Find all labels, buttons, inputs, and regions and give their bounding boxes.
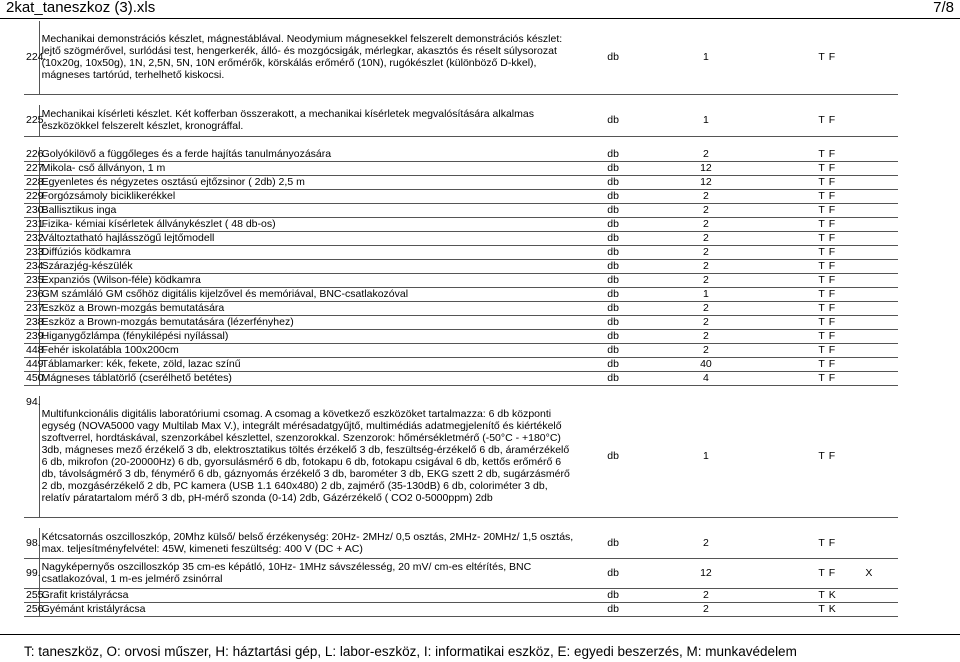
item-quantity: 2 — [648, 217, 765, 231]
table-row — [24, 21, 898, 94]
table-row — [24, 189, 898, 203]
item-category-3 — [863, 189, 898, 203]
item-category-2: F — [827, 396, 864, 518]
spacer-cell — [863, 385, 898, 396]
item-category-2: F — [827, 315, 864, 329]
item-unit: db — [579, 161, 648, 175]
item-number: 225. — [24, 105, 39, 137]
item-category-1: T — [764, 588, 827, 602]
item-category-3 — [863, 203, 898, 217]
item-number: 239. — [26, 330, 47, 342]
item-quantity: 2 — [648, 329, 765, 343]
item-number: 236. — [26, 288, 47, 300]
item-category-1: T — [764, 203, 827, 217]
spacer-cell — [648, 518, 765, 529]
legend-rule — [0, 634, 960, 635]
item-description: Mechanikai kísérleti készlet. Két kofferban összerakott, a mechanikai kísérletek megvalósítására alkalmas eszközökkel felszerelt készlet, kronográffal. — [39, 105, 579, 137]
item-unit: db — [579, 217, 648, 231]
item-unit: db — [579, 287, 648, 301]
page-number: 7/8 — [933, 0, 954, 16]
item-category-3 — [863, 259, 898, 273]
item-category-2: F — [827, 189, 864, 203]
item-unit: db — [579, 301, 648, 315]
item-description: Kétcsatornás oszcilloszkóp, 20Mhz külső/ belső érzékenység: 20Hz- 2MHz/ 0,5 osztás, 2MHz- 20MHz/ 1,5 osztás, max. teljesítményfelvétel: 45W, kimeneti feszültség: 400 V (DC + AC) — [39, 528, 579, 558]
spacer-cell — [579, 518, 648, 529]
spacer-cell — [579, 137, 648, 148]
item-number: 229. — [26, 190, 47, 202]
item-description: Szárazjég-készülék — [39, 259, 579, 273]
item-description: Egyenletes és négyzetes osztású ejtőzsinor ( 2db) 2,5 m — [39, 175, 579, 189]
item-category-1: T — [764, 259, 827, 273]
row-spacer — [24, 518, 898, 529]
item-category-3 — [863, 528, 898, 558]
item-number: 237. — [26, 302, 47, 314]
item-quantity: 12 — [648, 175, 765, 189]
item-category-1: T — [764, 175, 827, 189]
spacer-cell — [24, 137, 39, 148]
item-category-3 — [863, 147, 898, 161]
item-category-3 — [863, 301, 898, 315]
spacer-cell — [863, 94, 898, 105]
item-category-3 — [863, 315, 898, 329]
table-row — [24, 273, 898, 287]
item-category-3 — [863, 21, 898, 94]
item-quantity: 2 — [648, 273, 765, 287]
item-description: Golyókilövő a függőleges és a ferde hajítás tanulmányozására — [39, 147, 579, 161]
inventory-rows — [24, 21, 898, 616]
item-category-2: F — [827, 245, 864, 259]
item-category-1: T — [764, 558, 827, 588]
item-category-1: T — [764, 105, 827, 137]
item-number: 448. — [26, 344, 47, 356]
legend: T: taneszköz, O: orvosi műszer, H: háztartási gép, L: labor-eszköz, I: informatikai eszköz, E: egyedi beszerzés, M: munkavédelem — [24, 644, 797, 659]
item-number: 255. — [26, 589, 47, 601]
item-quantity: 1 — [648, 21, 765, 94]
item-category-1: T — [764, 396, 827, 518]
item-category-1: T — [764, 287, 827, 301]
item-category-3 — [863, 161, 898, 175]
item-number: 224. — [24, 21, 39, 94]
item-category-3 — [863, 217, 898, 231]
table-row — [24, 203, 898, 217]
item-category-3 — [863, 371, 898, 385]
table-row — [24, 329, 898, 343]
item-category-2: K — [827, 602, 864, 616]
item-category-2: F — [827, 147, 864, 161]
spacer-cell — [764, 94, 827, 105]
table-row — [24, 588, 898, 602]
item-description: Mikola- cső állványon, 1 m — [39, 161, 579, 175]
item-description: Forgózsámoly biciklikerékkel — [39, 189, 579, 203]
item-unit: db — [579, 175, 648, 189]
table-row — [24, 357, 898, 371]
spacer-cell — [827, 94, 864, 105]
item-quantity: 2 — [648, 343, 765, 357]
spacer-cell — [827, 518, 864, 529]
item-category-3 — [863, 329, 898, 343]
item-quantity: 2 — [648, 203, 765, 217]
item-category-1: T — [764, 329, 827, 343]
item-description: Eszköz a Brown-mozgás bemutatására (lézerfényhez) — [39, 315, 579, 329]
item-quantity: 2 — [648, 528, 765, 558]
table-row — [24, 343, 898, 357]
item-quantity: 1 — [648, 105, 765, 137]
spacer-cell — [24, 94, 39, 105]
item-category-2: F — [827, 217, 864, 231]
table-row — [24, 217, 898, 231]
item-unit: db — [579, 588, 648, 602]
item-category-2: F — [827, 528, 864, 558]
item-unit: db — [579, 21, 648, 94]
item-category-2: F — [827, 343, 864, 357]
item-category-2: F — [827, 301, 864, 315]
item-category-2: F — [827, 357, 864, 371]
item-category-3 — [863, 343, 898, 357]
item-quantity: 4 — [648, 371, 765, 385]
item-category-2: K — [827, 588, 864, 602]
item-category-1: T — [764, 343, 827, 357]
document-title: 2kat_taneszkoz (3).xls — [6, 0, 156, 16]
item-description: Fizika- kémiai kísérletek állványkészlet ( 48 db-os) — [39, 217, 579, 231]
item-category-3 — [863, 396, 898, 518]
item-quantity: 12 — [648, 558, 765, 588]
table-row — [24, 528, 898, 558]
item-quantity: 12 — [648, 161, 765, 175]
item-quantity: 1 — [648, 287, 765, 301]
item-description: Eszköz a Brown-mozgás bemutatására — [39, 301, 579, 315]
table-row — [24, 287, 898, 301]
item-unit: db — [579, 259, 648, 273]
spacer-cell — [648, 137, 765, 148]
item-unit: db — [579, 203, 648, 217]
item-quantity: 2 — [648, 189, 765, 203]
table-row — [24, 558, 898, 588]
table-row — [24, 147, 898, 161]
item-description: Expanziós (Wilson-féle) ködkamra — [39, 273, 579, 287]
item-category-1: T — [764, 602, 827, 616]
item-quantity: 2 — [648, 602, 765, 616]
item-unit: db — [579, 558, 648, 588]
item-unit: db — [579, 602, 648, 616]
table-row — [24, 301, 898, 315]
item-unit: db — [579, 371, 648, 385]
spacer-cell — [827, 385, 864, 396]
spacer-cell — [764, 518, 827, 529]
item-number: 94. — [24, 396, 39, 518]
item-quantity: 1 — [648, 396, 765, 518]
item-category-2: F — [827, 203, 864, 217]
item-category-1: T — [764, 371, 827, 385]
item-number: 232. — [26, 232, 47, 244]
item-category-3 — [863, 245, 898, 259]
item-number: 450. — [26, 372, 47, 384]
item-unit: db — [579, 528, 648, 558]
item-category-1: T — [764, 161, 827, 175]
table-row — [24, 175, 898, 189]
item-category-3 — [863, 357, 898, 371]
item-number: 234. — [26, 260, 47, 272]
item-quantity: 2 — [648, 231, 765, 245]
spacer-cell — [827, 137, 864, 148]
item-category-1: T — [764, 245, 827, 259]
item-unit: db — [579, 315, 648, 329]
item-quantity: 40 — [648, 357, 765, 371]
item-number: 98. — [24, 528, 39, 558]
table-row — [24, 231, 898, 245]
item-unit: db — [579, 105, 648, 137]
spacer-cell — [764, 137, 827, 148]
item-category-2: F — [827, 273, 864, 287]
item-number: 235. — [26, 274, 47, 286]
spacer-cell — [39, 137, 579, 148]
item-description: Diffúziós ködkamra — [39, 245, 579, 259]
item-category-3 — [863, 105, 898, 137]
header-rule — [0, 18, 960, 19]
spacer-cell — [648, 385, 765, 396]
item-number: 238. — [26, 316, 47, 328]
item-unit: db — [579, 231, 648, 245]
item-unit: db — [579, 329, 648, 343]
item-unit: db — [579, 189, 648, 203]
row-spacer — [24, 94, 898, 105]
item-description: Multifunkcionális digitális laboratóriumi csomag. A csomag a következő eszközöket tartalmazza: 6 db központi egység (NOVA5000 vagy Multilab Max V.), integrált mérésadatgyűjtő, multimédiás adatmegjelenítő és kiértékelő szoftverrel, hordtáskával, szenzorkábel készlettel, szenzorokkal. Szenzorok: hőmérsékletmérő (-50°C - +180°C) 3db, mágneses mező érzékelő 3 db, elektrosztatikus töltés érzékelő 3 db, feszültség-érzékelő 6 db, áramérzékelő 6 db, mikrofon (20-20000Hz) 6 db, gyorsulásmérő 6 db, fotokapu 6 db, fotokapu csigával 6 db, kettős erőmérő 6 db, távolságmérő 3 db, fénymérő 6 db, gáznyomás érzékelő 3 db, barométer 3 db, EKG szett 2 db, sugárzásmérő 2 db, mozgásérzékelő 2 db, PC kamera (USB 1.1 640x480) 2 db, zajmérő (35-130dB) 6 db, coloriméter 3 db, relatív páratartalom mérő 3 db, pH-mérő szonda (0-14) 2db, Gázérzékelő ( CO2 0-5000ppm) 2db — [39, 396, 579, 518]
item-number: 449. — [26, 358, 47, 370]
spacer-cell — [648, 94, 765, 105]
item-quantity: 2 — [648, 301, 765, 315]
table-row — [24, 245, 898, 259]
item-category-3: X — [863, 558, 898, 588]
spacer-cell — [39, 518, 579, 529]
item-description: GM számláló GM csőhöz digitális kijelzővel és memóriával, BNC-csatlakozóval — [39, 287, 579, 301]
row-spacer — [24, 385, 898, 396]
spacer-cell — [863, 137, 898, 148]
item-category-1: T — [764, 189, 827, 203]
row-spacer — [24, 137, 898, 148]
item-number: 256. — [26, 603, 47, 615]
item-unit: db — [579, 147, 648, 161]
item-category-1: T — [764, 147, 827, 161]
item-category-2: F — [827, 161, 864, 175]
item-category-3 — [863, 175, 898, 189]
table-row — [24, 259, 898, 273]
table-row — [24, 602, 898, 616]
spacer-cell — [579, 94, 648, 105]
item-category-3 — [863, 287, 898, 301]
item-category-1: T — [764, 273, 827, 287]
item-category-3 — [863, 588, 898, 602]
spacer-cell — [24, 385, 39, 396]
item-quantity: 2 — [648, 245, 765, 259]
item-number: 230. — [26, 204, 47, 216]
item-number: 228. — [26, 176, 47, 188]
table-row — [24, 105, 898, 137]
spacer-cell — [863, 518, 898, 529]
item-description: Gyémánt kristályrácsa — [39, 602, 579, 616]
spacer-cell — [39, 94, 579, 105]
item-category-2: F — [827, 558, 864, 588]
spacer-cell — [24, 518, 39, 529]
table-row — [24, 371, 898, 385]
item-number: 99. — [24, 558, 39, 588]
item-category-2: F — [827, 287, 864, 301]
table-row — [24, 161, 898, 175]
item-description: Nagyképernyős oszcilloszkóp 35 cm-es képátló, 10Hz- 1MHz sávszélesség, 20 mV/ cm-es eltérítés, BNC csatlakozóval, 1 m-es jelmérő zsinórral — [39, 558, 579, 588]
item-description: Mechanikai demonstrációs készlet, mágnestáblával. Neodymium mágnesekkel felszerelt demonstrációs készlet: lejtő szögmérővel, surlódási test, hengerkerék, álló- és mozgócsigák, mérlegkar, akasztós és réselt súlysorozat (10x20g, 10x50g), 1N, 2,5N, 5N, 10N erőmérők, körskálás erőmérő (10N), rugókészlet (különböző D-kkel), mágneses tartórúd, terhelhető kiskocsi. — [39, 21, 579, 94]
item-description: Táblamarker: kék, fekete, zöld, lazac színű — [39, 357, 579, 371]
item-unit: db — [579, 245, 648, 259]
item-unit: db — [579, 396, 648, 518]
inventory-table — [24, 21, 898, 617]
item-category-3 — [863, 273, 898, 287]
item-category-2: F — [827, 105, 864, 137]
item-category-1: T — [764, 231, 827, 245]
item-description: Változtatható hajlásszögű lejtőmodell — [39, 231, 579, 245]
table-row — [24, 315, 898, 329]
spacer-cell — [39, 385, 579, 396]
table-row — [24, 396, 898, 518]
item-category-1: T — [764, 528, 827, 558]
item-number: 233. — [26, 246, 47, 258]
item-quantity: 2 — [648, 259, 765, 273]
item-category-1: T — [764, 301, 827, 315]
spacer-cell — [764, 385, 827, 396]
item-category-2: F — [827, 371, 864, 385]
item-number: 227. — [26, 162, 47, 174]
item-category-1: T — [764, 21, 827, 94]
item-category-2: F — [827, 329, 864, 343]
item-unit: db — [579, 357, 648, 371]
item-category-2: F — [827, 21, 864, 94]
item-description: Mágneses táblatörlő (cserélhető betétes) — [39, 371, 579, 385]
item-number: 226. — [26, 147, 47, 160]
item-description: Higanygőzlámpa (fénykilépési nyílással) — [39, 329, 579, 343]
item-quantity: 2 — [648, 315, 765, 329]
item-category-1: T — [764, 357, 827, 371]
item-description: Grafit kristályrácsa — [39, 588, 579, 602]
item-category-2: F — [827, 231, 864, 245]
spacer-cell — [579, 385, 648, 396]
item-quantity: 2 — [648, 147, 765, 161]
item-quantity: 2 — [648, 588, 765, 602]
item-description: Ballisztikus inga — [39, 203, 579, 217]
item-category-2: F — [827, 259, 864, 273]
item-number: 231. — [26, 218, 47, 230]
item-category-1: T — [764, 315, 827, 329]
item-category-3 — [863, 231, 898, 245]
item-unit: db — [579, 273, 648, 287]
item-unit: db — [579, 343, 648, 357]
item-category-1: T — [764, 217, 827, 231]
item-category-3 — [863, 602, 898, 616]
item-description: Fehér iskolatábla 100x200cm — [39, 343, 579, 357]
item-category-2: F — [827, 175, 864, 189]
